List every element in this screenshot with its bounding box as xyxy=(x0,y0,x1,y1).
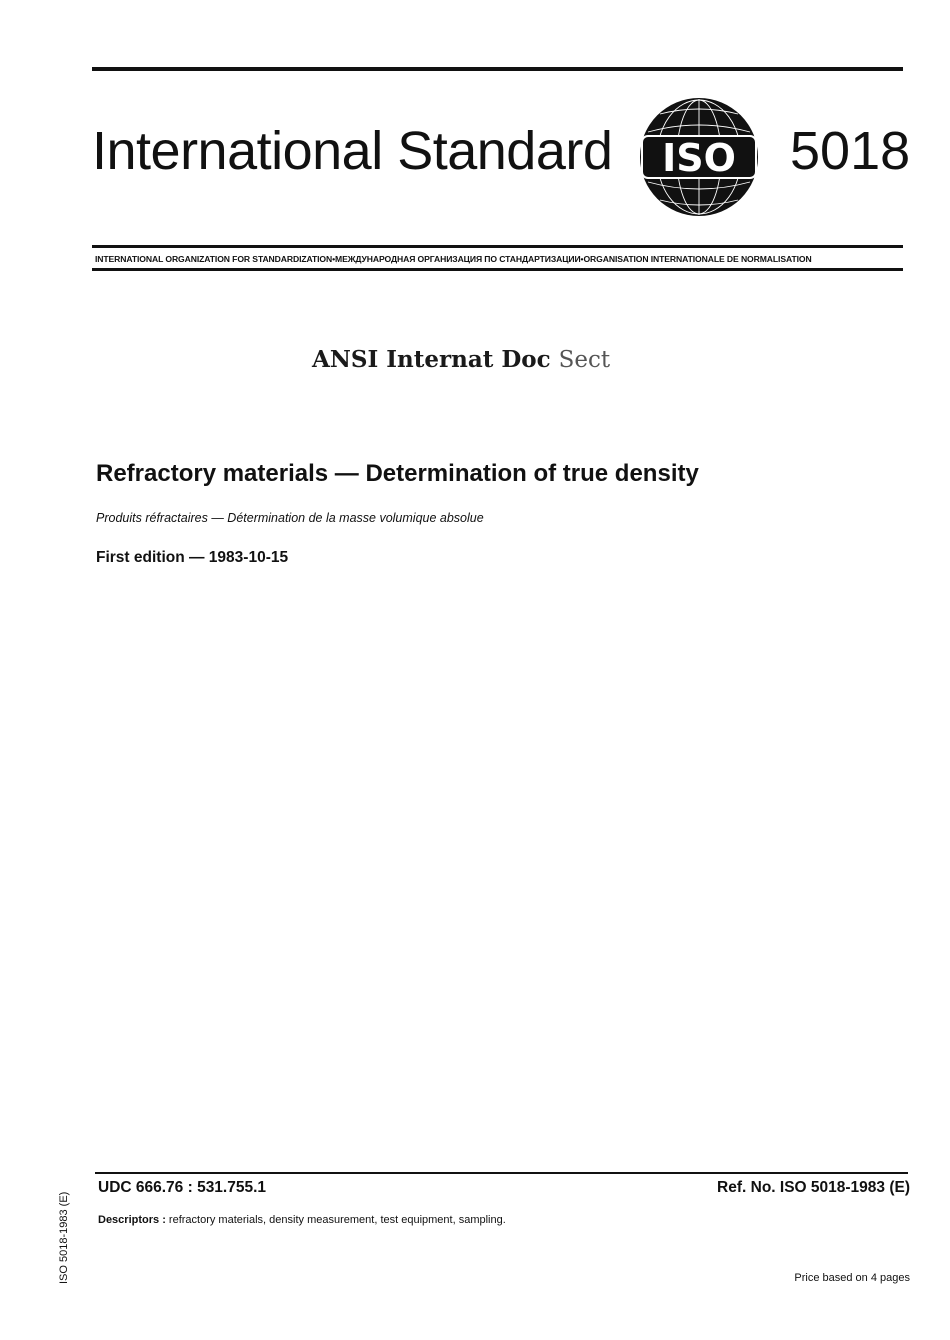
descriptors-label: Descriptors : xyxy=(98,1214,166,1226)
document-title: Refractory materials — Determination of true density xyxy=(96,460,699,487)
standard-title: International Standard xyxy=(92,121,613,181)
stamp-part1: ANSI Internat Doc xyxy=(312,346,551,373)
document-title-french: Produits réfractaires — Détermination de la masse volumique absolue xyxy=(96,511,484,525)
iso-logo-icon xyxy=(638,96,760,218)
standard-number: 5018 xyxy=(790,121,911,181)
top-rule xyxy=(92,67,903,71)
udc-code: UDC 666.76 : 531.755.1 xyxy=(98,1179,267,1196)
organization-line: INTERNATIONAL ORGANIZATION FOR STANDARDIZATION•МЕЖДУНАРОДНАЯ ОРГАНИЗАЦИЯ ПО СТАНДАРТИЗАЦИИ•ORGANISATION INTERNATIONALE DE NORMALISATION xyxy=(95,254,812,264)
footer-rule xyxy=(95,1172,908,1174)
spine-label: ISO 5018-1983 (E) xyxy=(58,1191,70,1284)
stamp-part2: Sect xyxy=(558,347,611,373)
edition-line: First edition — 1983-10-15 xyxy=(96,549,289,566)
descriptors-text: refractory materials, density measurement, test equipment, sampling. xyxy=(168,1214,506,1226)
price-note: Price based on 4 pages xyxy=(794,1272,910,1284)
iso-logo-text: ISO xyxy=(662,136,736,180)
org-top-rule xyxy=(92,245,903,248)
ansi-stamp xyxy=(312,346,610,373)
org-bottom-rule xyxy=(92,268,903,271)
descriptors xyxy=(98,1214,506,1226)
reference-number: Ref. No. ISO 5018-1983 (E) xyxy=(717,1179,910,1196)
